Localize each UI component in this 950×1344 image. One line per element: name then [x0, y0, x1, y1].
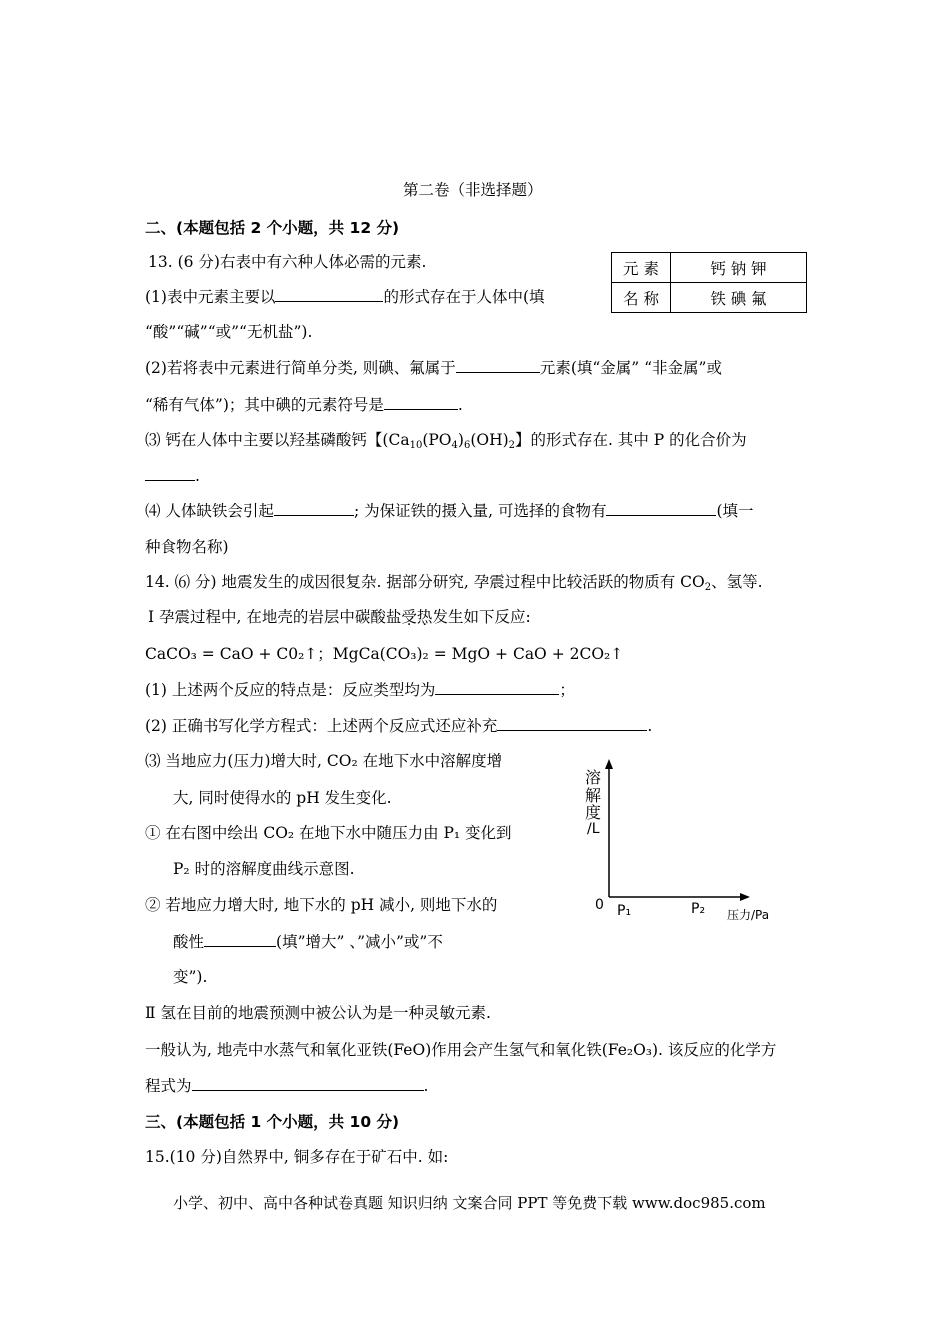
q13-part3-cont: . — [145, 466, 200, 486]
solubility-graph[interactable] — [575, 755, 790, 930]
y-label-4: /L — [587, 821, 600, 837]
element-table-row2: 铁 碘 氟 — [671, 283, 807, 313]
q13-part1-cont: “酸”“碱”“或”“无机盐”). — [145, 323, 313, 341]
q15-intro: 15.(10 分)自然界中, 铜多存在于矿石中. 如: — [145, 1148, 449, 1166]
q13-part2-cont: “稀有气体”)；其中碘的元素符号是 . — [145, 396, 463, 414]
q14-part-ii: Ⅱ 氢在目前的地震预测中被公认为是一种灵敏元素. — [145, 1004, 491, 1022]
q14-c1-a: ① 在右图中绘出 CO₂ 在地下水中随压力由 P₁ 变化到 — [145, 824, 512, 842]
answer-blank[interactable] — [275, 287, 383, 302]
q14-c1-b: P₂ 时的溶解度曲线示意图. — [173, 860, 355, 878]
q13-part1: (1)表中元素主要以 的形式存在于人体中(填 — [145, 288, 545, 306]
element-table-header2: 名 称 — [612, 283, 671, 313]
q13-part4-cont: 种食物名称) — [145, 538, 229, 556]
element-table-header: 元 素 — [612, 253, 671, 283]
q14-part-ii-c: 程式为 . — [145, 1077, 429, 1095]
section3-heading: 三、(本题包括 1 个小题，共 10 分) — [145, 1113, 400, 1131]
q13-intro: 13. (6 分)右表中有六种人体必需的元素. — [148, 253, 427, 271]
q14-equation: CaCO₃ = CaO + C0₂↑；MgCa(CO₃)₂ = MgO + CaO + 2CO₂↑ — [145, 645, 624, 663]
answer-blank[interactable] — [497, 716, 647, 731]
q14-sub2: (2) 正确书写化学方程式：上述两个反应式还应补充 . — [145, 717, 653, 735]
section2-heading: 二、(本题包括 2 个小题，共 12 分) — [145, 219, 400, 237]
answer-blank[interactable] — [145, 466, 195, 481]
answer-blank[interactable] — [384, 395, 458, 410]
answer-blank[interactable] — [456, 358, 540, 373]
y-label-1: 溶 — [585, 768, 602, 787]
y-label-3: 度 — [585, 803, 602, 822]
answer-blank[interactable] — [192, 1076, 424, 1091]
origin-label: 0 — [595, 897, 604, 913]
q14-part-i: Ⅰ 孕震过程中, 在地壳的岩层中碳酸盐受热发生如下反应: — [148, 608, 531, 626]
q14-intro: 14. ⑹ 分) 地震发生的成因很复杂. 据部分研究, 孕震过程中比较活跃的物质有 $CO_2$、氢等. — [145, 573, 763, 593]
element-table — [611, 252, 807, 313]
q13-part3: ⑶ 钙在人体中主要以羟基磷酸钙【($Ca_{10}(PO_4)_6(OH)_2$】的形式存在. 其中 P 的化合价为 — [145, 431, 747, 451]
y-axis-arrow — [605, 759, 613, 769]
q14-part-ii-b: 一般认为, 地壳中水蒸气和氧化亚铁(FeO)作用会产生氢气和氧化铁(Fe₂O₃). 该反应的化学方 — [145, 1041, 777, 1059]
answer-blank[interactable] — [274, 501, 354, 516]
element-table-row1: 钙 钠 钾 — [671, 253, 807, 283]
part-title: 第二卷（非选择题） — [403, 181, 543, 199]
p2-label: P₂ — [691, 901, 706, 917]
x-axis-arrow — [740, 893, 750, 901]
q13-part2: (2)若将表中元素进行简单分类, 则碘、氟属于 元素(填“金属” “非金属”或 — [145, 359, 722, 377]
q14-sub3-a: ⑶ 当地应力(压力)增大时, CO₂ 在地下水中溶解度增 — [145, 752, 503, 770]
q14-sub1: (1) 上述两个反应的特点是：反应类型均为 ； — [145, 681, 575, 699]
answer-blank[interactable] — [204, 932, 276, 947]
q13-part4: ⑷ 人体缺铁会引起 ; 为保证铁的摄入量, 可选择的食物有 (填一 — [145, 502, 754, 520]
q14-c2-a: ② 若地应力增大时, 地下水的 pH 减小, 则地下水的 — [145, 896, 498, 914]
footer: 小学、初中、高中各种试卷真题 知识归纳 文案合同 PPT 等免费下载 www.doc985.com — [173, 1194, 766, 1212]
q14-c2-c: 变”). — [173, 968, 208, 986]
q14-c2-b: 酸性 (填”增大” 、”减小”或”不 — [173, 933, 443, 951]
x-axis-label: 压力/Pa — [727, 908, 770, 922]
y-label-2: 解 — [585, 786, 602, 805]
answer-blank[interactable] — [435, 680, 559, 695]
answer-blank[interactable] — [606, 501, 716, 516]
q14-sub3-b: 大, 同时使得水的 pH 发生变化. — [173, 789, 392, 807]
p1-label: P₁ — [617, 903, 632, 919]
